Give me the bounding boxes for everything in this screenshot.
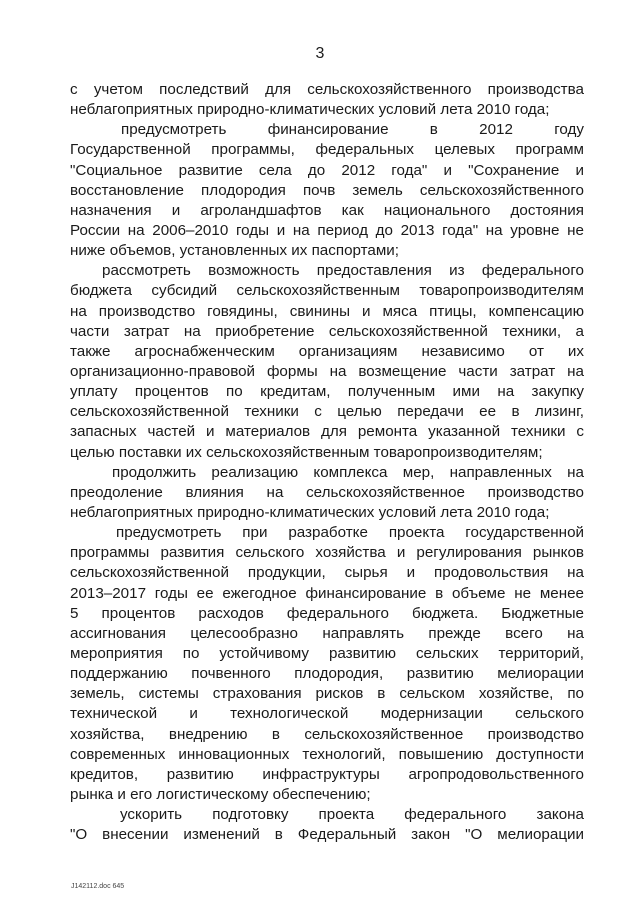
text-line: 5 процентов расходов федерального бюджета. Бюджетные [70, 604, 584, 622]
text-line: целью поставки их сельскохозяйственным товаропроизводителям; [70, 443, 543, 461]
text-line: мероприятия по устойчивому развитию сельских территорий, [70, 644, 584, 662]
text-line: технической и технологической модернизации сельского [70, 705, 584, 723]
text-line: продолжить реализацию комплекса мер, направленных на [112, 463, 584, 481]
text-line: с учетом последствий для сельскохозяйственного производства [70, 81, 584, 98]
text-line: сельскохозяйственной продукции, сырья и продовольствия на [70, 564, 584, 582]
text-line: также агроснабженческим организациям независимо от их [70, 342, 584, 360]
document-body [70, 80, 584, 845]
text-line: поддержанию почвенного плодородия, развитию мелиорации [70, 665, 584, 683]
text-line: рынка и его логистическому обеспечению; [70, 785, 371, 803]
text-line: запасных частей и материалов для ремонта указанной техники с [70, 423, 584, 441]
text-line: программы развития сельского хозяйства и регулирования рынков [70, 544, 584, 562]
text-line: предусмотреть при разработке проекта государственной [116, 524, 584, 542]
text-line: ниже объемов, установленных их паспортами; [70, 242, 400, 260]
text-line: России на 2006–2010 годы и на период до 2013 года" на уровне не [70, 221, 584, 239]
text-line: бюджета субсидий сельскохозяйственным товаропроизводителям [70, 282, 584, 300]
text-line: рассмотреть возможность предоставления из федерального [102, 262, 584, 280]
text-line: Государственной программы, федеральных целевых программ [70, 141, 584, 159]
text-line: "О внесении изменений в Федеральный закон "О мелиорации [70, 826, 584, 844]
text-line: сельскохозяйственной техники с целью передачи ее в лизинг, [70, 403, 584, 421]
text-line: организационно-правовой формы на возмещение части затрат на [70, 362, 584, 380]
text-line: неблагоприятных природно-климатических условий лета 2010 года; [70, 503, 550, 521]
text-line: хозяйства, внедрению в сельскохозяйственное производство [70, 725, 584, 743]
text-line: неблагоприятных природно-климатических условий лета 2010 года; [70, 101, 550, 119]
text-line: восстановление плодородия почв земель сельскохозяйственного [70, 181, 584, 199]
text-line: современных инновационных технологий, повышению доступности [70, 745, 584, 763]
text-line: кредитов, развитию инфраструктуры агропродовольственного [70, 765, 584, 783]
text-line: ускорить подготовку проекта федерального закона [120, 806, 584, 824]
text-line: назначения и агроландшафтов как национального достояния [70, 201, 584, 219]
text-line: земель, системы страхования рисков в сельском хозяйстве, по [70, 685, 584, 703]
text-line: "Социальное развитие села до 2012 года" и "Сохранение и [70, 161, 584, 179]
footer-doc-code: J142112.doc 645 [71, 883, 125, 890]
text-line: ассигнования целесообразно направлять прежде всего на [70, 624, 584, 642]
text-line: на производство говядины, свинины и мяса птицы, компенсацию [70, 302, 584, 320]
text-line: уплату процентов по кредитам, полученным ими на закупку [70, 383, 584, 401]
text-line: части затрат на приобретение сельскохозяйственной техники, а [70, 322, 584, 340]
text-line: 2013–2017 годы ее ежегодное финансирование в объеме не менее [70, 584, 584, 602]
page-number: 3 [315, 45, 325, 62]
text-line: преодоление влияния на сельскохозяйственное производство [70, 483, 584, 501]
text-line: предусмотреть финансирование в 2012 году [121, 121, 584, 139]
